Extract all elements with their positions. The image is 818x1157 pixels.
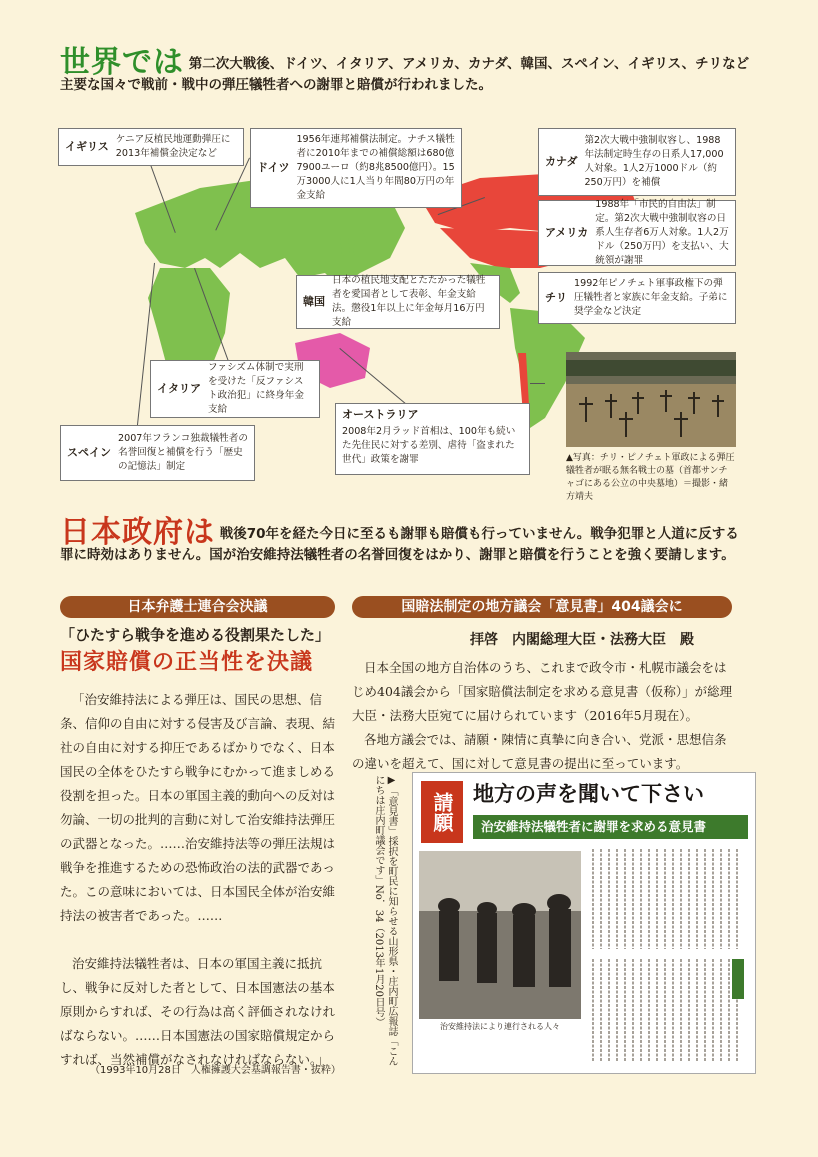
clip-photo (419, 851, 581, 1019)
country-name-italy: イタリア (157, 382, 201, 395)
council-paragraph-1: 日本全国の地方自治体のうち、これまで政令市・札幌市議会をはじめ404議会から「国家賠償法制定を求める意見書（仮称）」が総理大臣・法務大臣宛てに届けられています（2016年5月現在）。 (352, 660, 733, 723)
japan-headline (60, 515, 750, 566)
world-headline (60, 45, 750, 96)
country-text-spain: 2007年フランコ独裁犠牲者の名誉回復と補償を行う「歴史の記憶法」制定 (118, 433, 248, 472)
newsletter-vertical-caption: ▶「意見書」採択を町民に知らせる山形県・庄内町広報誌「こんにちは庄内町議会です」No．34（2013年1月20日号） (373, 775, 397, 1066)
petition-tag: 請願 (421, 781, 463, 843)
clip-title: 地方の声を聞いて下さい (473, 781, 704, 806)
country-text-chile: 1992年ピノチェト軍事政権下の弾圧犠牲者と家族に年金支給。子弟に奨学金など決定 (574, 278, 728, 317)
clip-photo-caption: 治安維持法により連行される人々 (440, 1022, 560, 1031)
country-text-usa: 1988年「市民的自由法」制定。第2次大戦中強制収容の日系人生存者6万人対象。1人2万ドル（250万円）を支払い、大統領が謝罪 (595, 199, 729, 266)
jfba-paragraph-2: 治安維持法犠牲者は、日本の軍国主義に抵抗し、戦争に反対した者として、日本国憲法の基本原則からすれば、その行為は高く評価されなければならない。……日本国憲法の国家賠償規定からすれば、当然補償がなされなければならない。」 (60, 956, 336, 1067)
callout-spain (60, 425, 255, 481)
clip-text-columns (587, 849, 747, 1064)
council-banner: 国賠法制定の地方議会「意見書」404議会に (352, 596, 732, 618)
callout-korea (296, 275, 500, 329)
clip-subtitle: 治安維持法犠牲者に謝罪を求める意見書 (473, 815, 748, 839)
callout-chile (538, 272, 736, 324)
country-name-canada: カナダ (545, 155, 578, 168)
cemetery-photo-graphic (566, 352, 736, 447)
clip-photo-graphic (419, 851, 581, 1019)
country-name-australia: オーストラリア (342, 408, 419, 421)
council-paragraph-2: 各地方議会では、請願・陳情に真摯に向き合い、党派・思想信条の違いを超えて、国に対して意見書の提出に至っています。 (352, 732, 727, 771)
callout-australia (335, 403, 530, 475)
jfba-source: （1993年10月28日 人権擁護大会基調報告書・抜粋） (90, 1065, 341, 1076)
country-text-canada: 第2次大戦中強制収容し、1988年法制定時生存の日系人17,000人対象。1人2万1000ドル（約250万円）を補償 (584, 135, 724, 188)
world-heading: 世界では (60, 45, 184, 80)
country-text-uk: ケニア反植民地運動弾圧に2013年補償金決定など (115, 134, 231, 159)
japan-text: 戦後70年を経た今日に至るも謝罪も賠償も行っていません。戦争犯罪と人道に反する罪に時効はありません。国が治安維持法犠牲者の名誉回復をはかり、謝罪と賠償を行うことを強く要請します。 (60, 526, 739, 563)
jfba-sub-heading: 「ひたすら戦争を進める役割果たした」 (60, 626, 331, 644)
callout-italy (150, 360, 320, 418)
country-text-australia: 2008年2月ラッド首相は、100年も続いた先住民に対する差別、虐待「盗まれた世代」政策を謝罪 (342, 426, 516, 465)
country-text-korea: 日本の植民地支配とたたかった犠牲者を愛国者として表彰、年金支給法。懲役1年以上に年金毎月16万円支給 (332, 275, 486, 328)
clip-text-texture (587, 849, 747, 1064)
country-text-italy: ファシズム体制で実刑を受けた「反ファシスト政治犯」に終身年金支給 (208, 362, 304, 415)
country-name-korea: 韓国 (303, 295, 325, 308)
jfba-big-heading: 国家賠償の正当性を決議 (60, 650, 314, 675)
salutation: 拝啓 内閣総理大臣・法務大臣 殿 (470, 632, 694, 648)
newsletter-clipping (412, 772, 756, 1074)
cemetery-photo (566, 352, 736, 447)
cemetery-photo-caption: ▲写真：チリ・ピノチェト軍政による弾圧犠牲者が眠る無名戦士の墓（首都サンチャゴにある公立の中央墓地）＝撮影・緒方靖夫 (566, 453, 735, 502)
world-text: 第二次大戦後、ドイツ、イタリア、アメリカ、カナダ、韓国、スペイン、イギリス、チリなど主要な国々で戦前・戦中の弾圧犠牲者への謝罪と賠償が行われました。 (60, 56, 750, 93)
callout-canada (538, 128, 736, 196)
country-name-chile: チリ (545, 291, 567, 304)
callout-uk (58, 128, 244, 166)
callout-usa (538, 200, 736, 266)
country-name-spain: スペイン (67, 446, 111, 459)
country-name-uk: イギリス (65, 140, 109, 153)
japan-heading: 日本政府は (60, 515, 215, 550)
jfba-banner: 日本弁護士連合会決議 (60, 596, 335, 618)
callout-germany (250, 128, 462, 208)
country-name-usa: アメリカ (545, 226, 589, 239)
jfba-paragraph-1: 「治安維持法による弾圧は、国民の思想、信条、信仰の自由に対する侵害及び言論、表現、結社の自由に対する抑圧であるばかりでなく、日本国民の全体をひたすら戦争にむかって進ましめる役割を担った。日本の軍国主義的動向への反対は勿論、一切の批判的言動に対して治安維持法弾圧の武器となった。……治安維持法等の弾圧法規は戦争を推進するための恐怖政治の法的武器であった。この意味においては、日本国民全体が治安維持法の被害者であった。…… (60, 692, 336, 923)
country-name-germany: ドイツ (257, 161, 290, 174)
country-text-germany: 1956年連邦補償法制定。ナチス犠牲者に2010年までの補償総額は680億7900ユーロ（約8兆8500億円）。15万3000人に1人当り年間80万円の年金支給 (296, 134, 455, 201)
